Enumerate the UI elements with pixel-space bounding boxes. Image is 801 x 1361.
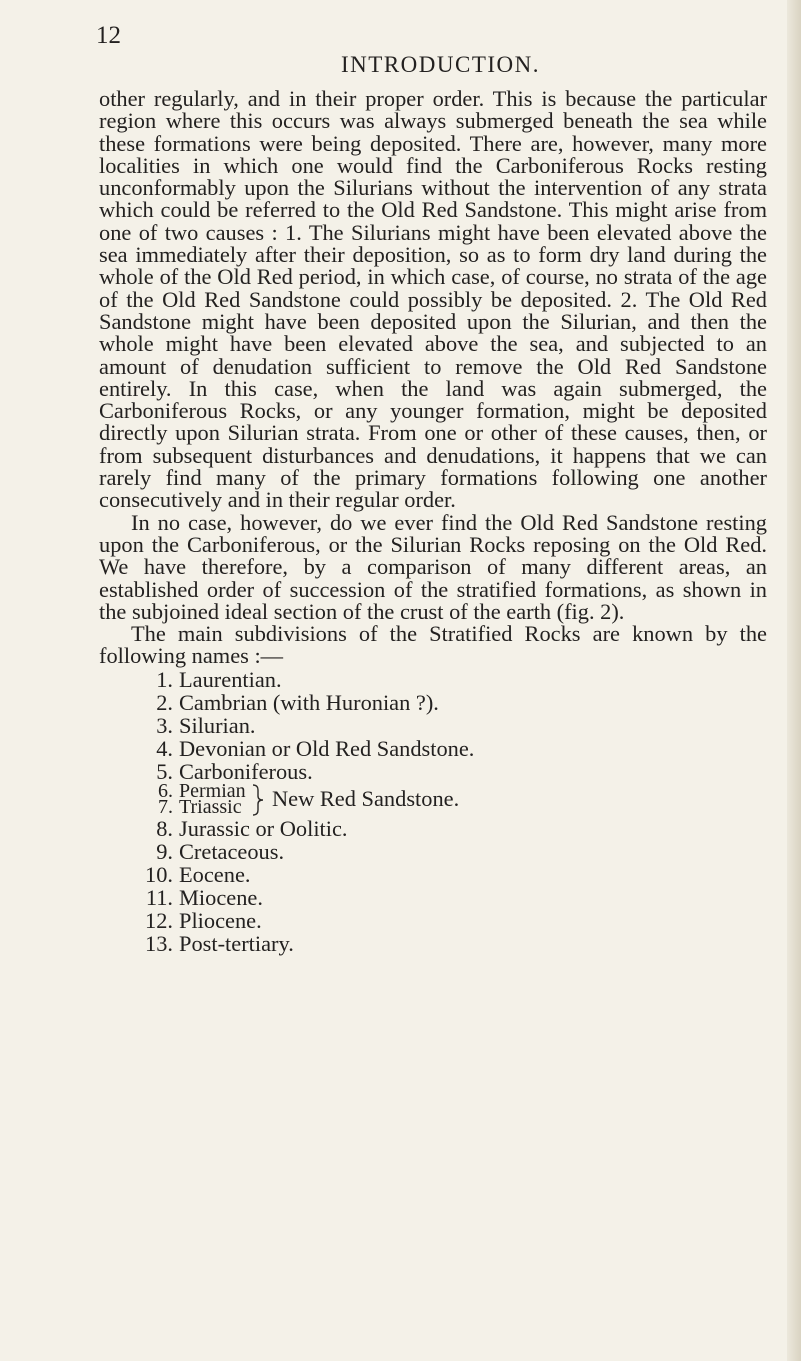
page-number: 12 (96, 22, 121, 49)
curly-brace-icon (251, 784, 267, 816)
list-item (99, 691, 767, 714)
item-number: 11. (145, 884, 173, 910)
item-name: Miocene. (179, 884, 263, 910)
brace-group-new-red-sandstone (99, 779, 767, 818)
item-name: Cretaceous. (179, 838, 285, 864)
item-number: 1. (156, 666, 173, 692)
list-item (99, 668, 767, 691)
list-item (99, 886, 767, 909)
item-number: 7. (158, 795, 173, 818)
list-item (99, 714, 767, 737)
brace-label: New Red Sandstone. (272, 785, 460, 811)
list-item (99, 737, 767, 760)
page-edge-shadow (787, 0, 801, 1361)
item-name: Jurassic or Oolitic. (179, 815, 348, 841)
formations-list-continued (99, 817, 767, 955)
item-number: 8. (156, 815, 173, 841)
item-name: Silurian. (179, 712, 256, 738)
item-number: 2. (156, 689, 173, 715)
list-item (99, 817, 767, 840)
item-name: Eocene. (179, 861, 251, 887)
item-name: Cambrian (with Huronian ?). (179, 689, 439, 715)
item-number: 3. (156, 712, 173, 738)
paragraph-1: other regularly, and in their proper order. This is because the particular region where this occurs was always submerged beneath the sea while these formations were being deposited. There are, however, many more localities in which one would find the Carboniferous Rocks resting unconformably upon the Silurians without the intervention of any strata which could be referred to the Old Red Sandstone. This might arise from one of two causes : 1. The Silurians might have been elevated above the sea immediately after their deposition, so as to form dry land during the whole of the Old Red period, in which case, of course, no strata of the age of the Old Red Sandstone could possibly be deposited. 2. The Old Red Sandstone might have been deposited upon the Silurian, and then the whole might have been elevated above the sea, and subjected to an amount of denudation sufficient to remove the Old Red Sandstone entirely. In this case, when the land was again submerged, the Carboniferous Rocks, or any younger formation, might be deposited directly upon Silurian strata. From one or other of these causes, then, or from subsequent disturbances and denudations, it happens that we can rarely find many of the primary formations following one another consecutively and in their regular order. (99, 86, 767, 513)
item-name: Laurentian. (179, 666, 282, 692)
running-head: INTRODUCTION. (341, 52, 541, 77)
paragraph-3: The main subdivisions of the Stratified Rocks are known by the following names :— (99, 621, 767, 669)
item-number: 12. (145, 907, 173, 933)
item-number: 13. (145, 930, 173, 956)
item-name: Devonian or Old Red Sandstone. (179, 735, 475, 761)
item-name: Permian (179, 779, 246, 802)
page-header (96, 22, 760, 77)
item-name: Post-tertiary. (179, 930, 294, 956)
item-number: 9. (156, 838, 173, 864)
item-name: Pliocene. (179, 907, 262, 933)
list-item (99, 840, 767, 863)
item-number: 5. (156, 758, 173, 784)
list-item (99, 932, 767, 955)
formations-list (99, 668, 767, 783)
item-number: 6. (158, 779, 173, 802)
item-name: Triassic (179, 795, 242, 818)
list-item (99, 909, 767, 932)
list-item (99, 863, 767, 886)
item-name: Carboniferous. (179, 758, 313, 784)
paragraph-2: In no case, however, do we ever find the Old Red Sandstone resting upon the Carboniferous, or the Silurian Rocks reposing on the Old Red. We have therefore, by a comparison of many different areas, an established order of succession of the stratified formations, as shown in the subjoined ideal section of the crust of the earth (fig. 2). (99, 509, 767, 624)
item-number: 4. (156, 735, 173, 761)
item-number: 10. (145, 861, 173, 887)
body-text (99, 88, 767, 955)
